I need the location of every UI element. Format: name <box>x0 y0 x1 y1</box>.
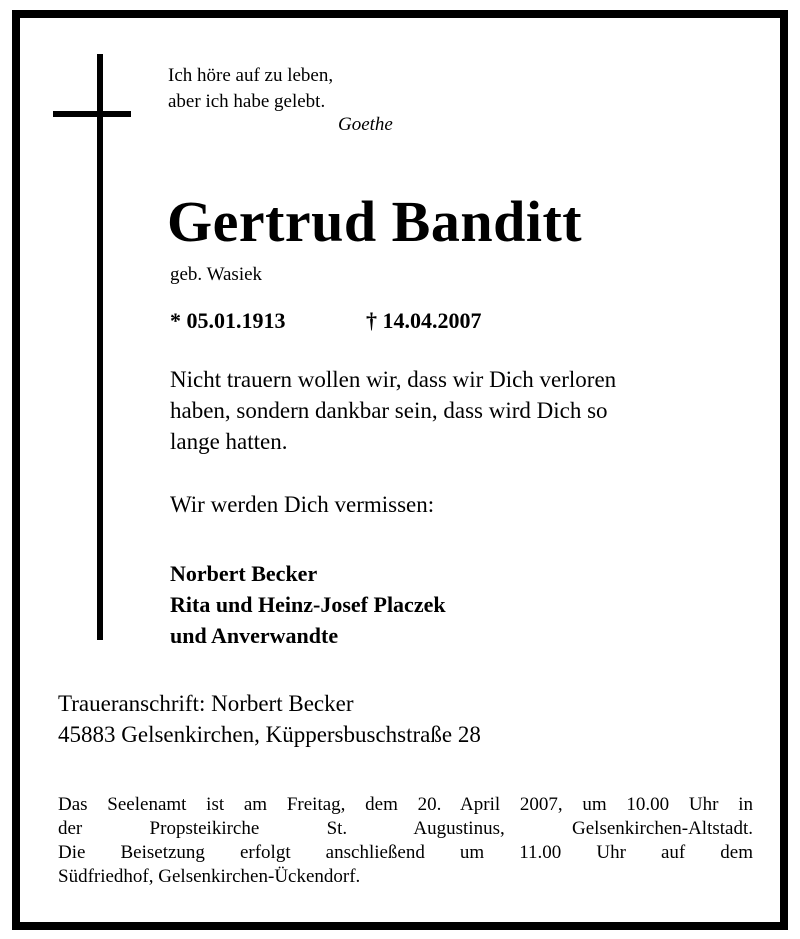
verse-line: Nicht trauern wollen wir, dass wir Dich verloren <box>170 367 617 392</box>
birth-date: * 05.01.1913 <box>170 308 286 333</box>
service-line: Das Seelenamt ist am Freitag, dem 20. April 2007, um 10.00 Uhr in <box>58 794 753 815</box>
service-line: der Propsteikirche St. Augustinus, Gelsenkirchen-Altstadt. <box>58 818 753 839</box>
mourner: Rita und Heinz-Josef Placzek <box>170 592 446 617</box>
address-line: 45883 Gelsenkirchen, Küppersbuschstraße 28 <box>58 722 481 747</box>
address-line: Traueranschrift: Norbert Becker <box>58 691 354 716</box>
cross-icon <box>97 54 103 640</box>
memorial-verse <box>170 364 740 457</box>
obituary-frame <box>12 10 788 930</box>
service-line: Südfriedhof, Gelsenkirchen-Ückendorf. <box>58 866 361 887</box>
quote <box>168 63 333 115</box>
miss-text: Wir werden Dich vermissen: <box>170 492 435 517</box>
mourner: und Anverwandte <box>170 623 339 648</box>
quote-line: aber ich habe gelebt. <box>168 91 326 112</box>
verse-line: haben, sondern dankbar sein, dass wird Dich so <box>170 398 608 423</box>
deceased-name: Gertrud Banditt <box>167 189 583 254</box>
service-info <box>58 793 753 889</box>
mourning-address <box>58 688 481 750</box>
maiden-name: geb. Wasiek <box>170 264 263 285</box>
verse-line: lange hatten. <box>170 429 288 454</box>
cross-icon-bar <box>53 111 131 117</box>
quote-author: Goethe <box>338 114 393 135</box>
service-line: Die Beisetzung erfolgt anschließend um 11.00 Uhr auf dem <box>58 842 753 863</box>
death-date: † 14.04.2007 <box>366 308 482 333</box>
mourner: Norbert Becker <box>170 561 318 586</box>
mourners-list <box>170 558 446 651</box>
quote-line: Ich höre auf zu leben, <box>168 65 334 86</box>
